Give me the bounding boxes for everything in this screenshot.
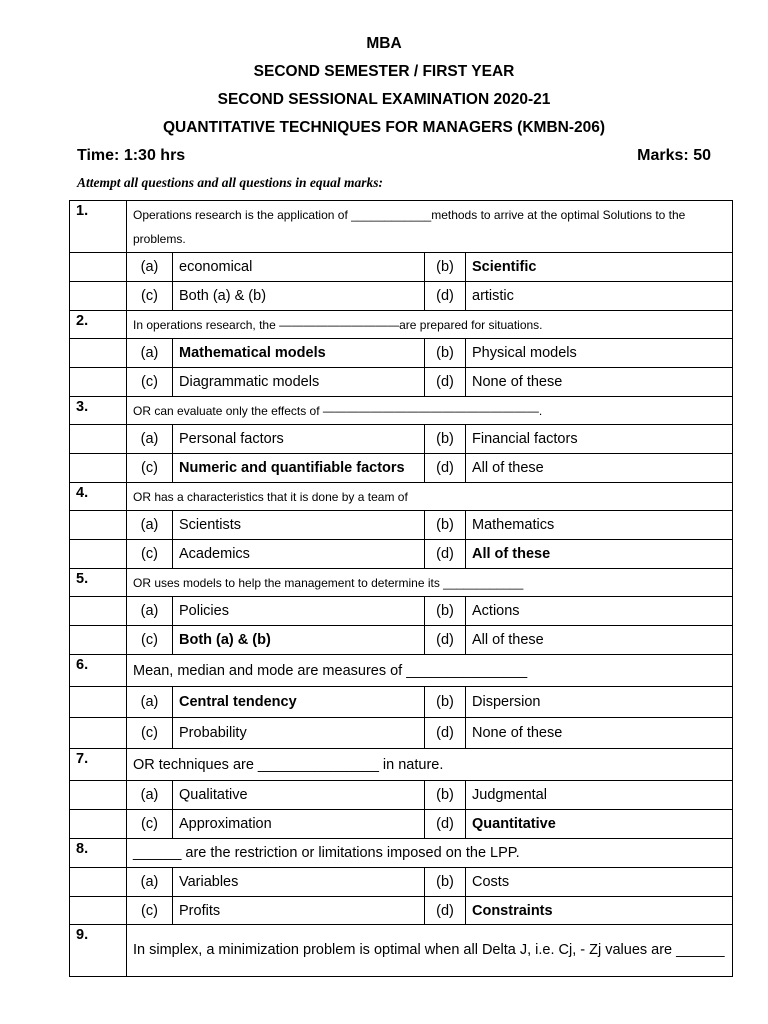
option-c: Academics	[173, 540, 425, 569]
option-a: Scientists	[173, 511, 425, 540]
option-b: Judgmental	[466, 781, 733, 810]
option-label-b: (b)	[425, 687, 466, 718]
question-number: 8.	[70, 839, 127, 868]
question-row	[70, 655, 733, 687]
option-label-b: (b)	[425, 868, 466, 897]
option-a: economical	[173, 253, 425, 282]
question-stem: OR techniques are _______________ in nature.	[127, 749, 733, 781]
option-label-b: (b)	[425, 425, 466, 454]
question-number: 5.	[70, 569, 127, 597]
option-d: Quantitative	[466, 810, 733, 839]
question-number: 4.	[70, 483, 127, 511]
option-row	[70, 626, 733, 655]
option-d: All of these	[466, 540, 733, 569]
option-label-a: (a)	[127, 339, 173, 368]
question-row	[70, 839, 733, 868]
option-row	[70, 718, 733, 749]
option-row	[70, 868, 733, 897]
option-label-a: (a)	[127, 425, 173, 454]
header-semester: SECOND SEMESTER / FIRST YEAR	[253, 63, 515, 80]
question-number: 1.	[70, 201, 127, 253]
option-label-b: (b)	[425, 597, 466, 626]
option-b: Scientific	[466, 253, 733, 282]
question-row	[70, 569, 733, 597]
time-allowed: Time: 1:30 hrs	[77, 147, 186, 164]
option-label-d: (d)	[425, 897, 466, 925]
option-a: Mathematical models	[173, 339, 425, 368]
question-number: 6.	[70, 655, 127, 687]
option-label-b: (b)	[425, 781, 466, 810]
option-c: Both (a) & (b)	[173, 626, 425, 655]
option-b: Actions	[466, 597, 733, 626]
option-label-d: (d)	[425, 282, 466, 311]
option-row	[70, 368, 733, 397]
question-row	[70, 483, 733, 511]
option-d: artistic	[466, 282, 733, 311]
option-b: Dispersion	[466, 687, 733, 718]
option-label-a: (a)	[127, 781, 173, 810]
option-b: Costs	[466, 868, 733, 897]
option-row	[70, 454, 733, 483]
option-label-c: (c)	[127, 282, 173, 311]
option-b: Physical models	[466, 339, 733, 368]
option-label-b: (b)	[425, 253, 466, 282]
option-label-a: (a)	[127, 868, 173, 897]
option-row	[70, 511, 733, 540]
option-label-b: (b)	[425, 511, 466, 540]
question-stem: ______ are the restriction or limitations imposed on the LPP.	[127, 839, 733, 868]
question-number: 9.	[70, 925, 127, 977]
option-b: Mathematics	[466, 511, 733, 540]
option-row	[70, 897, 733, 925]
option-row	[70, 425, 733, 454]
option-d: None of these	[466, 368, 733, 397]
option-c: Diagrammatic models	[173, 368, 425, 397]
option-d: All of these	[466, 454, 733, 483]
option-label-b: (b)	[425, 339, 466, 368]
question-stem: OR can evaluate only the effects of ——————————————————.	[127, 397, 733, 425]
option-row	[70, 781, 733, 810]
question-table	[69, 200, 733, 977]
option-row	[70, 540, 733, 569]
option-label-d: (d)	[425, 368, 466, 397]
option-label-c: (c)	[127, 626, 173, 655]
header-subject: QUANTITATIVE TECHNIQUES FOR MANAGERS (KMBN-206)	[162, 119, 606, 136]
option-label-c: (c)	[127, 368, 173, 397]
option-label-a: (a)	[127, 597, 173, 626]
option-row	[70, 687, 733, 718]
header-exam: SECOND SESSIONAL EXAMINATION 2020-21	[217, 91, 551, 108]
question-stem: Operations research is the application of ____________methods to arrive at the optimal Solutions to the problems.	[127, 201, 733, 253]
option-b: Financial factors	[466, 425, 733, 454]
option-label-d: (d)	[425, 454, 466, 483]
option-row	[70, 597, 733, 626]
option-d: Constraints	[466, 897, 733, 925]
instructions: Attempt all questions and all questions in equal marks:	[77, 175, 384, 190]
option-label-c: (c)	[127, 540, 173, 569]
option-c: Approximation	[173, 810, 425, 839]
option-a: Central tendency	[173, 687, 425, 718]
option-row	[70, 253, 733, 282]
question-stem: Mean, median and mode are measures of _______________	[127, 655, 733, 687]
option-c: Both (a) & (b)	[173, 282, 425, 311]
question-stem: In simplex, a minimization problem is optimal when all Delta J, i.e. Cj, - Zj values are ______	[127, 925, 733, 977]
option-label-c: (c)	[127, 718, 173, 749]
option-label-a: (a)	[127, 687, 173, 718]
option-c: Numeric and quantifiable factors	[173, 454, 425, 483]
question-stem: OR has a characteristics that it is done by a team of	[127, 483, 733, 511]
question-row	[70, 397, 733, 425]
question-row	[70, 925, 733, 977]
option-label-d: (d)	[425, 718, 466, 749]
option-a: Qualitative	[173, 781, 425, 810]
option-label-d: (d)	[425, 626, 466, 655]
option-d: All of these	[466, 626, 733, 655]
option-label-a: (a)	[127, 511, 173, 540]
option-a: Personal factors	[173, 425, 425, 454]
option-d: None of these	[466, 718, 733, 749]
header-program: MBA	[366, 35, 402, 52]
option-a: Policies	[173, 597, 425, 626]
question-row	[70, 201, 733, 253]
option-label-c: (c)	[127, 454, 173, 483]
question-row	[70, 749, 733, 781]
option-label-c: (c)	[127, 897, 173, 925]
option-label-d: (d)	[425, 540, 466, 569]
option-a: Variables	[173, 868, 425, 897]
option-label-c: (c)	[127, 810, 173, 839]
question-number: 3.	[70, 397, 127, 425]
option-row	[70, 339, 733, 368]
option-row	[70, 810, 733, 839]
question-number: 7.	[70, 749, 127, 781]
option-c: Probability	[173, 718, 425, 749]
option-row	[70, 282, 733, 311]
option-label-d: (d)	[425, 810, 466, 839]
question-stem: In operations research, the ——————————are prepared for situations.	[127, 311, 733, 339]
question-row	[70, 311, 733, 339]
max-marks: Marks: 50	[637, 147, 711, 164]
option-label-a: (a)	[127, 253, 173, 282]
question-number: 2.	[70, 311, 127, 339]
option-c: Profits	[173, 897, 425, 925]
question-stem: OR uses models to help the management to determine its ____________	[127, 569, 733, 597]
